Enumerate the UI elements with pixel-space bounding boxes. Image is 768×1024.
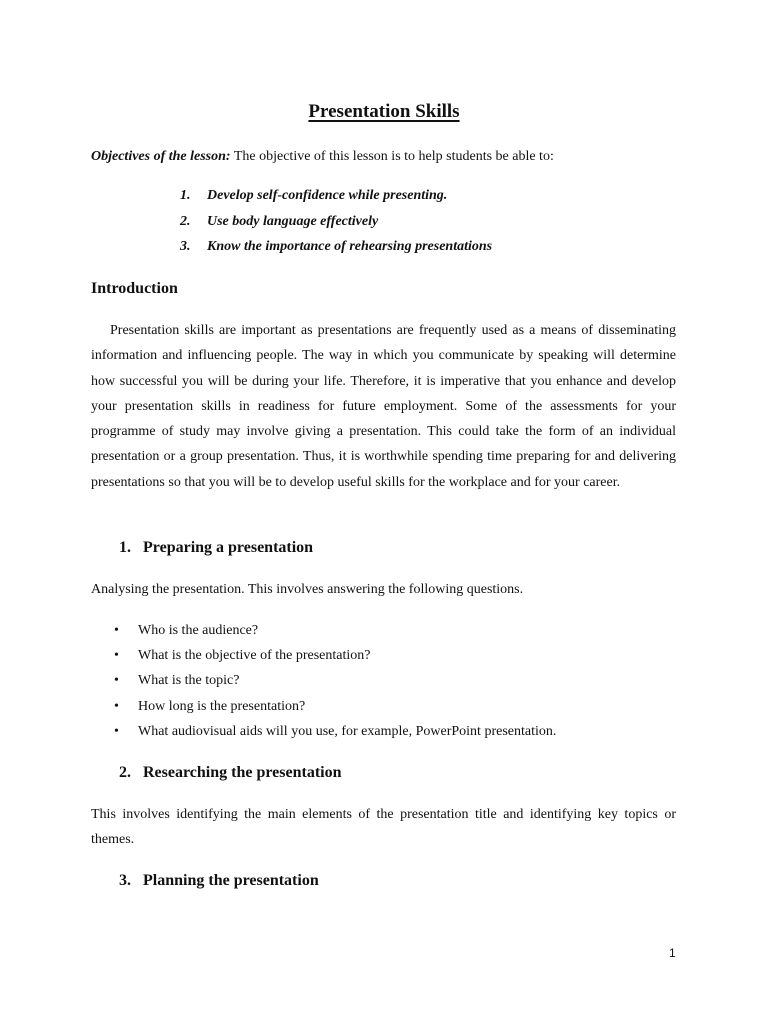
list-item: • What audiovisual aids will you use, for example, PowerPoint presentation. bbox=[114, 722, 556, 747]
objectives-text: The objective of this lesson is to help students be able to: bbox=[230, 149, 554, 164]
objectives-label: Objectives of the lesson: bbox=[91, 149, 231, 164]
objectives-line bbox=[91, 147, 554, 167]
section-intro-text: Analysing the presentation. This involves answering the following questions. bbox=[91, 582, 524, 597]
list-item: • How long is the presentation? bbox=[114, 697, 556, 722]
section-heading-planning: 3. Planning the presentation bbox=[119, 872, 319, 889]
list-item: • What is the topic? bbox=[114, 671, 556, 696]
question-list bbox=[114, 621, 556, 747]
list-item: • Who is the audience? bbox=[114, 621, 556, 646]
list-item: • What is the objective of the presentation? bbox=[114, 646, 556, 671]
introduction-heading: Introduction bbox=[91, 280, 178, 297]
section-heading-preparing: 1. Preparing a presentation bbox=[119, 539, 314, 556]
bullet-icon: • bbox=[114, 673, 119, 689]
document-title: Presentation Skills bbox=[308, 101, 460, 122]
objective-item: 1. Develop self-confidence while presenting. bbox=[180, 188, 448, 203]
bullet-icon: • bbox=[114, 698, 119, 714]
bullet-icon: • bbox=[114, 723, 119, 739]
page-number: 1 bbox=[669, 946, 676, 960]
section-heading-researching: 2. Researching the presentation bbox=[119, 764, 342, 781]
objectives-list bbox=[180, 186, 492, 263]
introduction-paragraph: Presentation skills are important as presentations are frequently used as a means of disseminating information and influencing people. The way in which you communicate by speaking will determine how successful you will be during your life. Therefore, it is imperative that you enhance and develop your presentation skills in readiness for future employment. Some of the assessments for your programme of study may involve giving a presentation. This could take the form of an individual presentation or a group presentation. Thus, it is worthwhile spending time preparing for and delivering presentations so that you will be to develop useful skills for the workplace and for your career. bbox=[91, 323, 676, 490]
objective-item: 3. Know the importance of rehearsing presentations bbox=[180, 239, 493, 254]
bullet-icon: • bbox=[114, 623, 119, 638]
objective-item: 2. Use body language effectively bbox=[180, 213, 379, 229]
researching-paragraph: This involves identifying the main elements of the presentation title and identifying key topics or themes. bbox=[91, 807, 676, 848]
bullet-icon: • bbox=[114, 648, 119, 664]
